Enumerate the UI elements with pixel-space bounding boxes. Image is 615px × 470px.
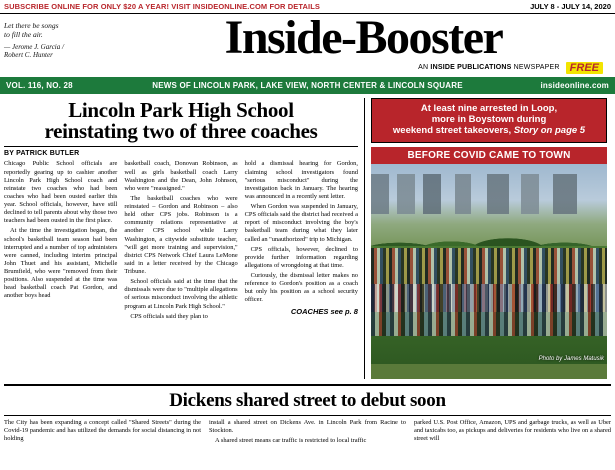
paragraph: CPS officials said they plan to bbox=[130, 312, 208, 320]
paragraph: CPS officials, however, declined to provide further information regarding allegations of wrongdoing at that time. bbox=[244, 245, 358, 269]
lead-headline bbox=[4, 97, 358, 143]
feature-photo-block bbox=[371, 147, 607, 379]
photo-caption: BEFORE COVID CAME TO TOWN bbox=[371, 147, 607, 164]
paragraph: basketball coach, Donovan Robinson, as well as girls basketball coach Larry Washington and the Dean, John Johnson, who were "reassigned." bbox=[124, 160, 238, 192]
paragraph: parked U.S. Post Office, Amazon, UPS and garbage trucks, as well as Uber and taxicabs too, as pickups and deliveries for residents who live on a shared street will bbox=[414, 418, 611, 443]
paragraph: hold a dismissal hearing for Gordon, claiming school investigators found "serious misconduct" during the investigation back in January. The hearing was announced in a recently sent letter. bbox=[244, 160, 358, 200]
alert-line-1: At least nine arrested in Loop, bbox=[420, 102, 558, 114]
free-badge: FREE bbox=[566, 62, 603, 74]
masthead bbox=[0, 11, 615, 74]
paragraph: At the time the investigation began, the school's basketball team season had been interrupted and a number of top administers were canned, including interim principal John Thuet and his assistant, Michelle Brumfield, who were "removed from their positions. Also suspended at the time was head basketball coach Pat Gordon, and another boys head bbox=[4, 227, 118, 300]
secondary-column-3 bbox=[414, 419, 611, 447]
feature-photo bbox=[371, 164, 607, 364]
headline-rule bbox=[4, 146, 358, 147]
secondary-column-2 bbox=[209, 419, 406, 447]
alert-line-3-text: weekend street takeovers, bbox=[392, 125, 512, 137]
volume-issue: VOL. 116, NO. 28 bbox=[6, 80, 73, 90]
paragraph: The basketball coaches who were reinstated – Gordon and Robinson – also held other CPS jobs. Robinson is a community relations representative at another CPS school while Larry Washington, a citywide substitute teacher, "will get more training and supervision," district CPS Network Chief Laura LeMone said in a letter received by the Chicago Tribune. bbox=[124, 194, 238, 276]
paragraph: A shared street means car traffic is restricted to local traffic bbox=[215, 437, 367, 445]
lead-column-2 bbox=[124, 160, 237, 322]
epigraph-line-1: Let there be songs bbox=[4, 21, 59, 30]
secondary-headline-rule bbox=[4, 415, 611, 416]
issue-date: JULY 8 - JULY 14, 2020 bbox=[530, 2, 611, 11]
paragraph: Curiously, the dismissal letter makes no reference to Gordon's position as a coach but only his position as a school security officer. bbox=[244, 272, 358, 304]
publisher-line bbox=[418, 64, 560, 71]
paragraph: install a shared street on Dickens Ave. in Lincoln Park from Racine to Stockton. bbox=[209, 418, 406, 434]
lead-headline-line-2: reinstating two of three coaches bbox=[44, 119, 318, 143]
epigraph-line-2: to fill the air. bbox=[4, 30, 43, 40]
right-rail bbox=[364, 98, 607, 379]
paragraph: Chicago Public School officials are reportedly gearing up to cashier another Lincoln Park High School coach and reinstate two coaches who had been coaches who had been ousted earlier this year. School officials, however, have still declined to tell parents about why those two teachers had been ousted in the first place. bbox=[4, 160, 118, 225]
trees-graphic bbox=[371, 206, 607, 250]
crowd-graphic-front bbox=[371, 284, 607, 336]
paragraph: When Gordon was suspended in January, CPS officials said the district had received a report of misconduct involving the boy's basketball team during what they later called an "unauthorized" trip to Michigan. bbox=[244, 203, 358, 243]
folio-bar bbox=[0, 77, 615, 94]
epigraph-attrib-2: Robert C. Hunter bbox=[4, 51, 53, 60]
lead-story bbox=[4, 98, 364, 379]
alert-line-3 bbox=[378, 125, 600, 136]
alert-line-2: more in Boystown during bbox=[431, 113, 547, 125]
secondary-headline: Dickens shared street to debut soon bbox=[169, 389, 446, 411]
lead-column-1 bbox=[4, 160, 117, 322]
lead-column-3 bbox=[245, 160, 358, 322]
alert-jump[interactable]: Story on page 5 bbox=[513, 125, 586, 137]
subscribe-promo-text[interactable]: SUBSCRIBE ONLINE FOR ONLY $20 A YEAR! VISIT INSIDEONLINE.COM FOR DETAILS bbox=[4, 2, 320, 11]
coverage-area: NEWS OF LINCOLN PARK, LAKE VIEW, NORTH CENTER & LINCOLN SQUARE bbox=[152, 80, 463, 90]
body-area bbox=[0, 94, 615, 379]
secondary-body-columns bbox=[4, 419, 611, 447]
epigraph-attrib-1: — Jerome J. Garcia / bbox=[4, 42, 64, 51]
publisher-pre: AN bbox=[418, 64, 431, 72]
secondary-story bbox=[4, 384, 611, 447]
lead-jump-line[interactable]: COACHES see p. 8 bbox=[290, 306, 358, 316]
publisher-bold: INSIDE PUBLICATIONS bbox=[430, 64, 512, 72]
lead-body-columns bbox=[4, 160, 358, 322]
publisher-post: NEWSPAPER bbox=[511, 64, 560, 72]
epigraph bbox=[4, 17, 116, 60]
newspaper-nameplate: Inside-Booster bbox=[224, 11, 503, 64]
photo-credit: Photo by James Matusik bbox=[538, 355, 604, 362]
website-link[interactable]: insideonline.com bbox=[540, 80, 609, 90]
lead-headline-line-1: Lincoln Park High School bbox=[68, 97, 294, 122]
alert-teaser[interactable] bbox=[371, 98, 607, 143]
title-block bbox=[116, 11, 611, 74]
paragraph: The City has been expanding a concept called "Shared Streets" during the Covid-19 pandemic and has utilized the demands for social distancing in not holding bbox=[4, 418, 201, 443]
lead-byline: BY PATRICK BUTLER bbox=[4, 150, 80, 158]
paragraph: School officials said at the time that the dismissals were due to "multiple allegations of serious misconduct involving the athletic program at Lincoln Park High School." bbox=[124, 278, 238, 310]
secondary-column-1 bbox=[4, 419, 201, 447]
